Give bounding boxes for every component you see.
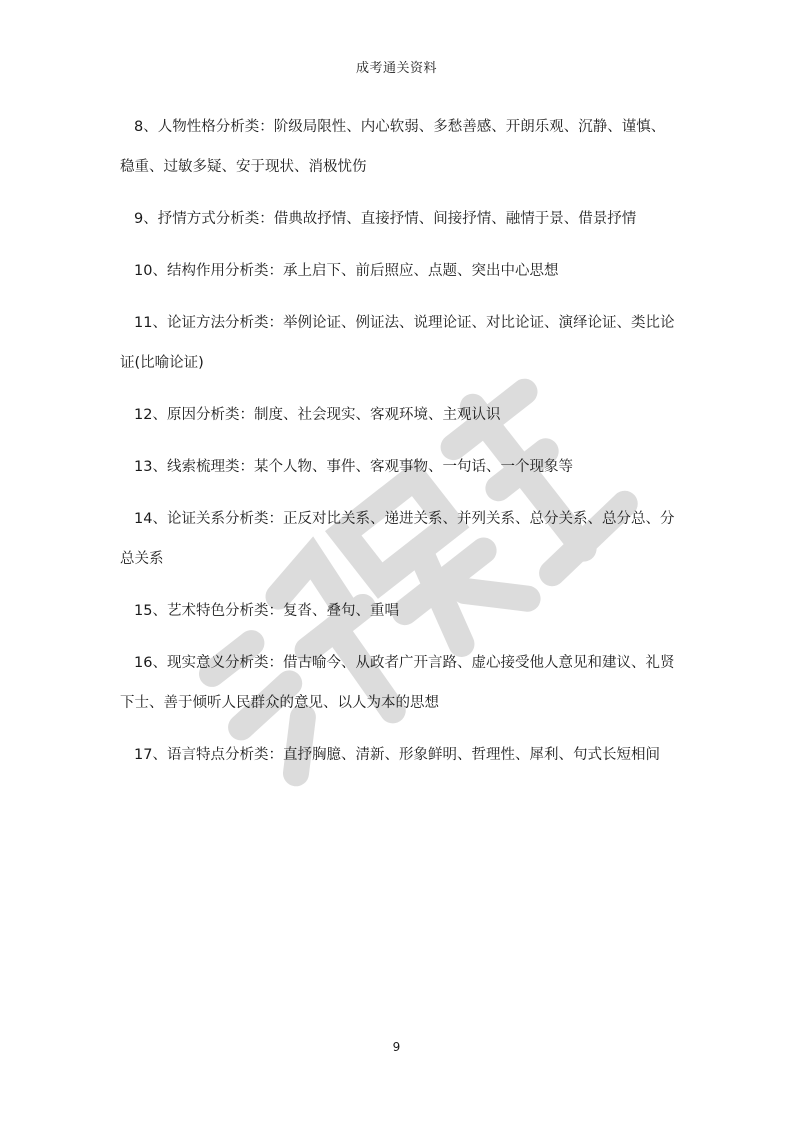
list-item-8: 8、人物性格分析类：阶级局限性、内心软弱、多愁善感、开朗乐观、沉静、谨慎、稳重、过敏多疑、安于现状、消极忧伤 bbox=[120, 119, 666, 175]
list-item-12: 12、原因分析类：制度、社会现实、客观环境、主观认识 bbox=[134, 407, 501, 423]
list-item-17: 17、语言特点分析类：直抒胸臆、清新、形象鲜明、哲理性、犀利、句式长短相间 bbox=[134, 747, 660, 763]
content-list bbox=[120, 107, 675, 775]
list-item-11: 11、论证方法分析类：举例论证、例证法、说理论证、对比论证、演绎论证、类比论证(比喻论证) bbox=[120, 315, 675, 371]
list-item-15: 15、艺术特色分析类：复沓、叠句、重唱 bbox=[134, 603, 399, 619]
page-number: 9 bbox=[392, 1040, 401, 1054]
list-item-16: 16、现实意义分析类：借古喻今、从政者广开言路、虚心接受他人意见和建议、礼贤下士、善于倾听人民群众的意见、以人为本的思想 bbox=[120, 655, 675, 711]
list-item-9: 9、抒情方式分析类：借典故抒情、直接抒情、间接抒情、融情于景、借景抒情 bbox=[134, 211, 637, 227]
page-header: 成考通关资料 bbox=[355, 61, 437, 76]
list-item-13: 13、线索梳理类：某个人物、事件、客观事物、一句话、一个现象等 bbox=[134, 459, 573, 475]
list-item-10: 10、结构作用分析类：承上启下、前后照应、点题、突出中心思想 bbox=[134, 263, 559, 279]
list-item-14: 14、论证关系分析类：正反对比关系、递进关系、并列关系、总分关系、总分总、分总关系 bbox=[120, 511, 675, 567]
